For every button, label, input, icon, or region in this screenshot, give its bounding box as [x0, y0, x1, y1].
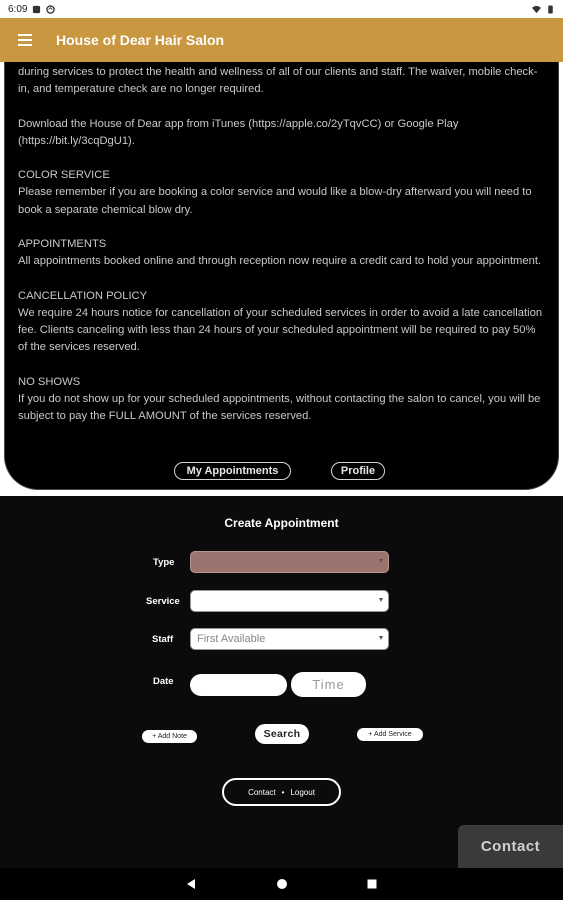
chevron-down-icon: [379, 636, 383, 640]
create-appointment-section: [0, 496, 563, 868]
chevron-down-icon: [379, 559, 383, 563]
add-note-button[interactable]: + Add Note: [142, 730, 197, 743]
back-icon[interactable]: [183, 876, 199, 892]
notice-paragraph-intro: [18, 64, 546, 98]
footer-links: [222, 778, 341, 806]
notice-text: [18, 64, 546, 442]
notice-paragraph-color: [18, 167, 546, 219]
staff-select-value: First Available: [197, 633, 266, 645]
wifi-icon: [532, 5, 541, 14]
create-appointment-title: Create Appointment: [224, 516, 339, 530]
notice-text-color: Please remember if you are booking a color service and would like a blow-dry afterward you will need to book a separate chemical blow dry.: [18, 186, 532, 216]
notice-heading-color: COLOR SERVICE: [18, 169, 110, 182]
notice-heading-cancellation: CANCELLATION POLICY: [18, 289, 148, 302]
notice-paragraph-download: [18, 116, 546, 150]
notice-paragraph-appointments: [18, 236, 546, 270]
notice-heading-appointments: APPOINTMENTS: [18, 237, 107, 250]
notice-paragraph-no-shows: [18, 374, 546, 426]
type-label: Type: [153, 557, 175, 568]
app-title: House of Dear Hair Salon: [56, 32, 225, 48]
notice-text-download: Download the House of Dear app from iTunes (https://apple.co/2yTqvCC) or Google Play (https://bit.ly/3cqDgU1).: [18, 117, 459, 147]
notice-text-intro: during services to protect the health and wellness of all of our clients and staff. The waiver, mobile check-in, and temperature check are no longer required.: [18, 66, 538, 96]
sync-icon: [46, 5, 55, 14]
service-select[interactable]: [190, 590, 389, 612]
notice-text-no-shows: If you do not show up for your scheduled appointments, without contacting the salon to cancel, you will be subject to pay the FULL AMOUNT of the services reserved.: [18, 392, 541, 422]
add-service-button[interactable]: + Add Service: [357, 728, 423, 741]
status-time: 6:09: [8, 3, 28, 15]
chevron-down-icon: [379, 598, 383, 602]
contact-link[interactable]: Contact: [248, 787, 276, 797]
notice-heading-no-shows: NO SHOWS: [18, 375, 81, 388]
type-select[interactable]: [190, 551, 389, 573]
battery-icon: [546, 5, 555, 14]
staff-select[interactable]: [190, 628, 389, 650]
recents-icon[interactable]: [364, 876, 380, 892]
staff-label: Staff: [152, 634, 174, 645]
system-nav-bar: [0, 868, 563, 900]
profile-link[interactable]: Profile: [331, 462, 385, 480]
link-separator: •: [281, 787, 285, 797]
app-bar: [0, 18, 563, 62]
search-button[interactable]: Search: [255, 724, 309, 744]
notice-text-appointments: All appointments booked online and through reception now require a credit card to hold your appointment.: [18, 255, 542, 268]
time-button[interactable]: Time: [291, 672, 366, 697]
my-appointments-link[interactable]: My Appointments: [174, 462, 291, 480]
status-bar: [0, 0, 563, 18]
notification-icon: [32, 5, 41, 14]
home-icon[interactable]: [274, 876, 290, 892]
date-input[interactable]: [190, 674, 287, 696]
logout-link[interactable]: Logout: [290, 787, 315, 797]
menu-button[interactable]: [0, 18, 50, 62]
notice-text-cancellation: We require 24 hours notice for cancellation of your scheduled services in order to avoid a late cancellation fee. Clients canceling with less than 24 hours of your scheduled appointment will be required to pay 50% of the services reserved.: [18, 306, 543, 354]
notice-panel: [4, 62, 559, 490]
panel-links: [5, 462, 558, 482]
hamburger-icon: [18, 34, 32, 46]
notice-paragraph-cancellation: [18, 288, 546, 357]
service-label: Service: [146, 596, 180, 607]
date-label: Date: [153, 676, 174, 687]
contact-button[interactable]: Contact: [458, 825, 563, 868]
